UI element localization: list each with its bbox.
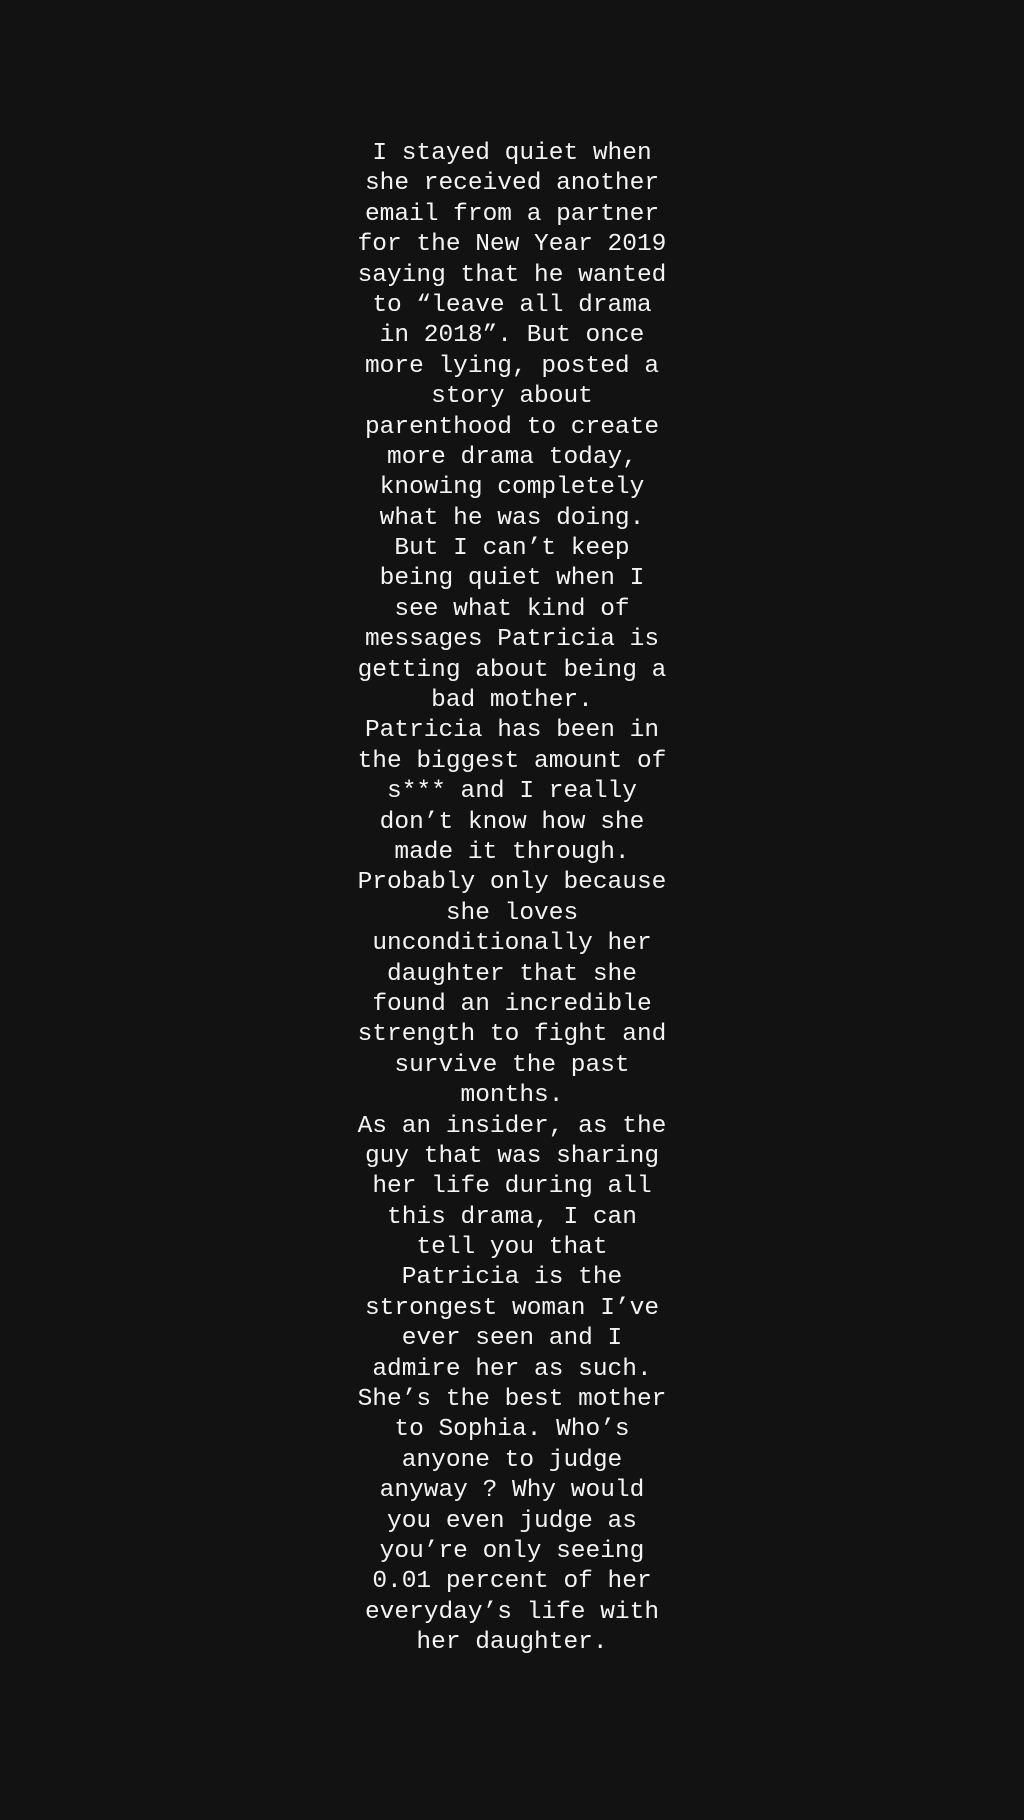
story-line: you even judge as (387, 1507, 637, 1535)
story-line: being quiet when I (379, 565, 645, 593)
story-line: admire her as such. (372, 1355, 652, 1383)
story-line: months. (460, 1082, 564, 1110)
story-line: She’s the best mother (357, 1386, 667, 1414)
story-line: anyway ? Why would (379, 1477, 645, 1505)
story-line: parenthood to create (364, 413, 660, 441)
story-line: for the New Year 2019 (357, 231, 667, 259)
story-line: Patricia is the (401, 1264, 623, 1292)
story-line: made it through. (394, 838, 630, 866)
story-line: bad mother. (431, 687, 593, 715)
story-line: more drama today, (387, 443, 637, 471)
story-line: she loves (445, 899, 579, 927)
story-line: more lying, posted a (364, 352, 660, 380)
story-line: don’t know how she (379, 808, 645, 836)
story-line: ever seen and I (401, 1325, 623, 1353)
story-line: daughter that she (387, 960, 637, 988)
story-line: anyone to judge (401, 1446, 623, 1474)
story-line: to Sophia. Who’s (394, 1416, 630, 1444)
story-line: getting about being a (357, 656, 667, 684)
story-line: s*** and I really (387, 778, 637, 806)
story-line: see what kind of (394, 595, 630, 623)
story-line: in 2018”. But once (379, 322, 645, 350)
story-line: everyday’s life with (364, 1598, 660, 1626)
story-line: Probably only because (357, 869, 667, 897)
story-line: found an incredible (372, 990, 652, 1018)
story-line: messages Patricia is (364, 626, 660, 654)
story-line: the biggest amount of (357, 747, 667, 775)
story-line: strongest woman I’ve (364, 1294, 660, 1322)
story-line: saying that he wanted (357, 261, 667, 289)
story-line: unconditionally her (372, 930, 652, 958)
story-line: 0.01 percent of her (372, 1568, 652, 1596)
story-line: this drama, I can (387, 1203, 637, 1231)
story-line: email from a partner (364, 200, 660, 228)
story-line: I stayed quiet when (372, 140, 652, 167)
story-text-block (312, 139, 712, 1659)
story-line: to “leave all drama (372, 291, 652, 319)
story-line: tell you that (416, 1234, 608, 1262)
story-line: you’re only seeing (379, 1537, 645, 1565)
story-line: But I can’t keep (394, 535, 630, 563)
story-line: strength to fight and (357, 1021, 667, 1049)
story-line: her life during all (372, 1173, 652, 1201)
story-line: she received another (364, 170, 660, 198)
story-line: what he was doing. (379, 504, 645, 532)
story-line: guy that was sharing (364, 1142, 660, 1170)
story-line: her daughter. (416, 1629, 608, 1657)
story-line: survive the past (394, 1051, 630, 1079)
story-line: As an insider, as the (357, 1112, 667, 1140)
story-line: story about (431, 383, 593, 411)
story-line: Patricia has been in (364, 717, 660, 745)
story-line: knowing completely (379, 474, 645, 502)
